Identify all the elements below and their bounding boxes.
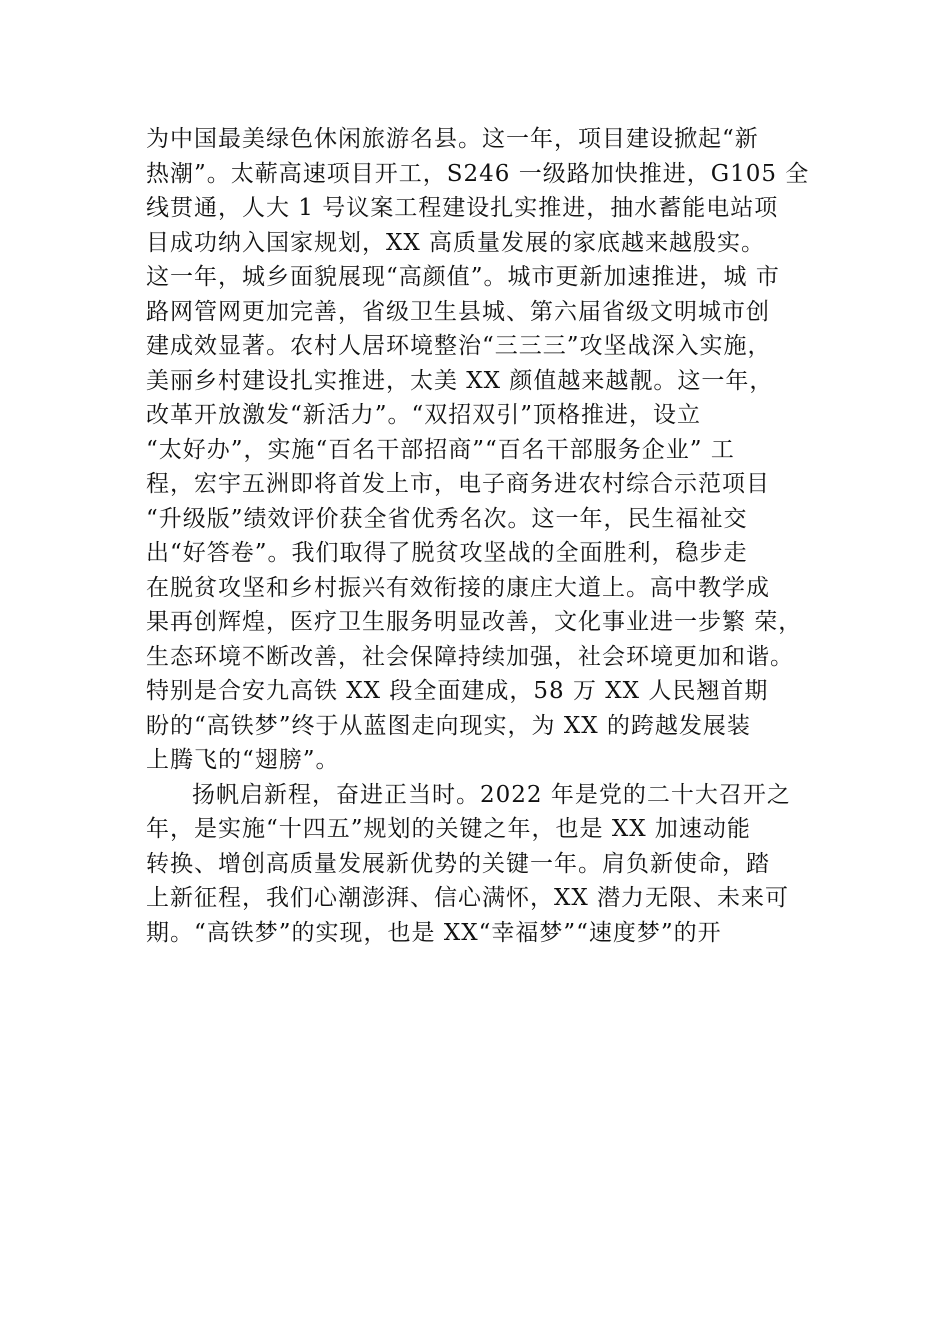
text-line: 上新征程，我们心潮澎湃、信心满怀，XX 潜力无限、未来可 (146, 885, 790, 911)
text-line: 果再创辉煌，医疗卫生服务明显改善，文化事业进一步繁 荣， (146, 609, 803, 635)
text-line: 期。“高铁梦”的实现，也是 XX“幸福梦”“速度梦”的开 (146, 919, 722, 946)
paragraph (146, 778, 836, 951)
text-line: 出“好答卷”。我们取得了脱贫攻坚战的全面胜利，稳步走 (146, 540, 748, 566)
text-line: 这一年，城乡面貌展现“高颜值”。城市更新加速推进，城 市 (146, 264, 780, 290)
text-line: 程，宏宇五洲即将首发上市，电子商务进农村综合示范项目 (146, 471, 770, 497)
text-line: “升级版”绩效评价获全省优秀名次。这一年，民生福祉交 (146, 505, 748, 532)
text-line: 改革开放激发“新活力”。“双招双引”顶格推进，设立 (146, 402, 702, 428)
text-line: 转换、增创高质量发展新优势的关键一年。肩负新使命，踏 (146, 850, 770, 877)
text-line: 热潮”。太蕲高速项目开工，S246 一级路加快推进，G105 全 (146, 160, 810, 187)
text-line: 建成效显著。农村人居环境整治“三三三”攻坚战深入实施， (146, 333, 772, 359)
text-line: “太好办”，实施“百名干部招商”“百名干部服务企业” 工 (146, 436, 735, 463)
text-line: 路网管网更加完善，省级卫生县城、第六届省级文明城市创 (146, 298, 770, 325)
text-line: 在脱贫攻坚和乡村振兴有效衔接的康庄大道上。高中教学成 (146, 574, 770, 601)
text-line: 年，是实施“十四五”规划的关键之年，也是 XX 加速动能 (146, 816, 751, 842)
text-line: 上腾飞的“翅膀”。 (146, 747, 340, 773)
text-line: 特别是合安九高铁 XX 段全面建成，58 万 XX 人民翘首期 (146, 678, 769, 704)
text-line: 美丽乡村建设扎实推进，太美 XX 颜值越来越靓。这一年， (146, 367, 774, 394)
paragraph (146, 122, 836, 778)
text-line: 盼的“高铁梦”终于从蓝图走向现实，为 XX 的跨越发展装 (146, 712, 751, 739)
text-line: 生态环境不断改善，社会保障持续加强，社会环境更加和谐。 (146, 643, 794, 670)
text-line: 线贯通，人大 1 号议案工程建设扎实推进，抽水蓄能电站项 (146, 195, 779, 221)
body-text (146, 122, 836, 950)
text-line: 为中国最美绿色休闲旅游名县。这一年，项目建设掀起“新 (146, 126, 759, 152)
text-line: 扬帆启新程，奋进正当时。2022 年是党的二十大召开之 (192, 781, 791, 808)
text-line: 目成功纳入国家规划，XX 高质量发展的家底越来越殷实。 (146, 229, 766, 256)
